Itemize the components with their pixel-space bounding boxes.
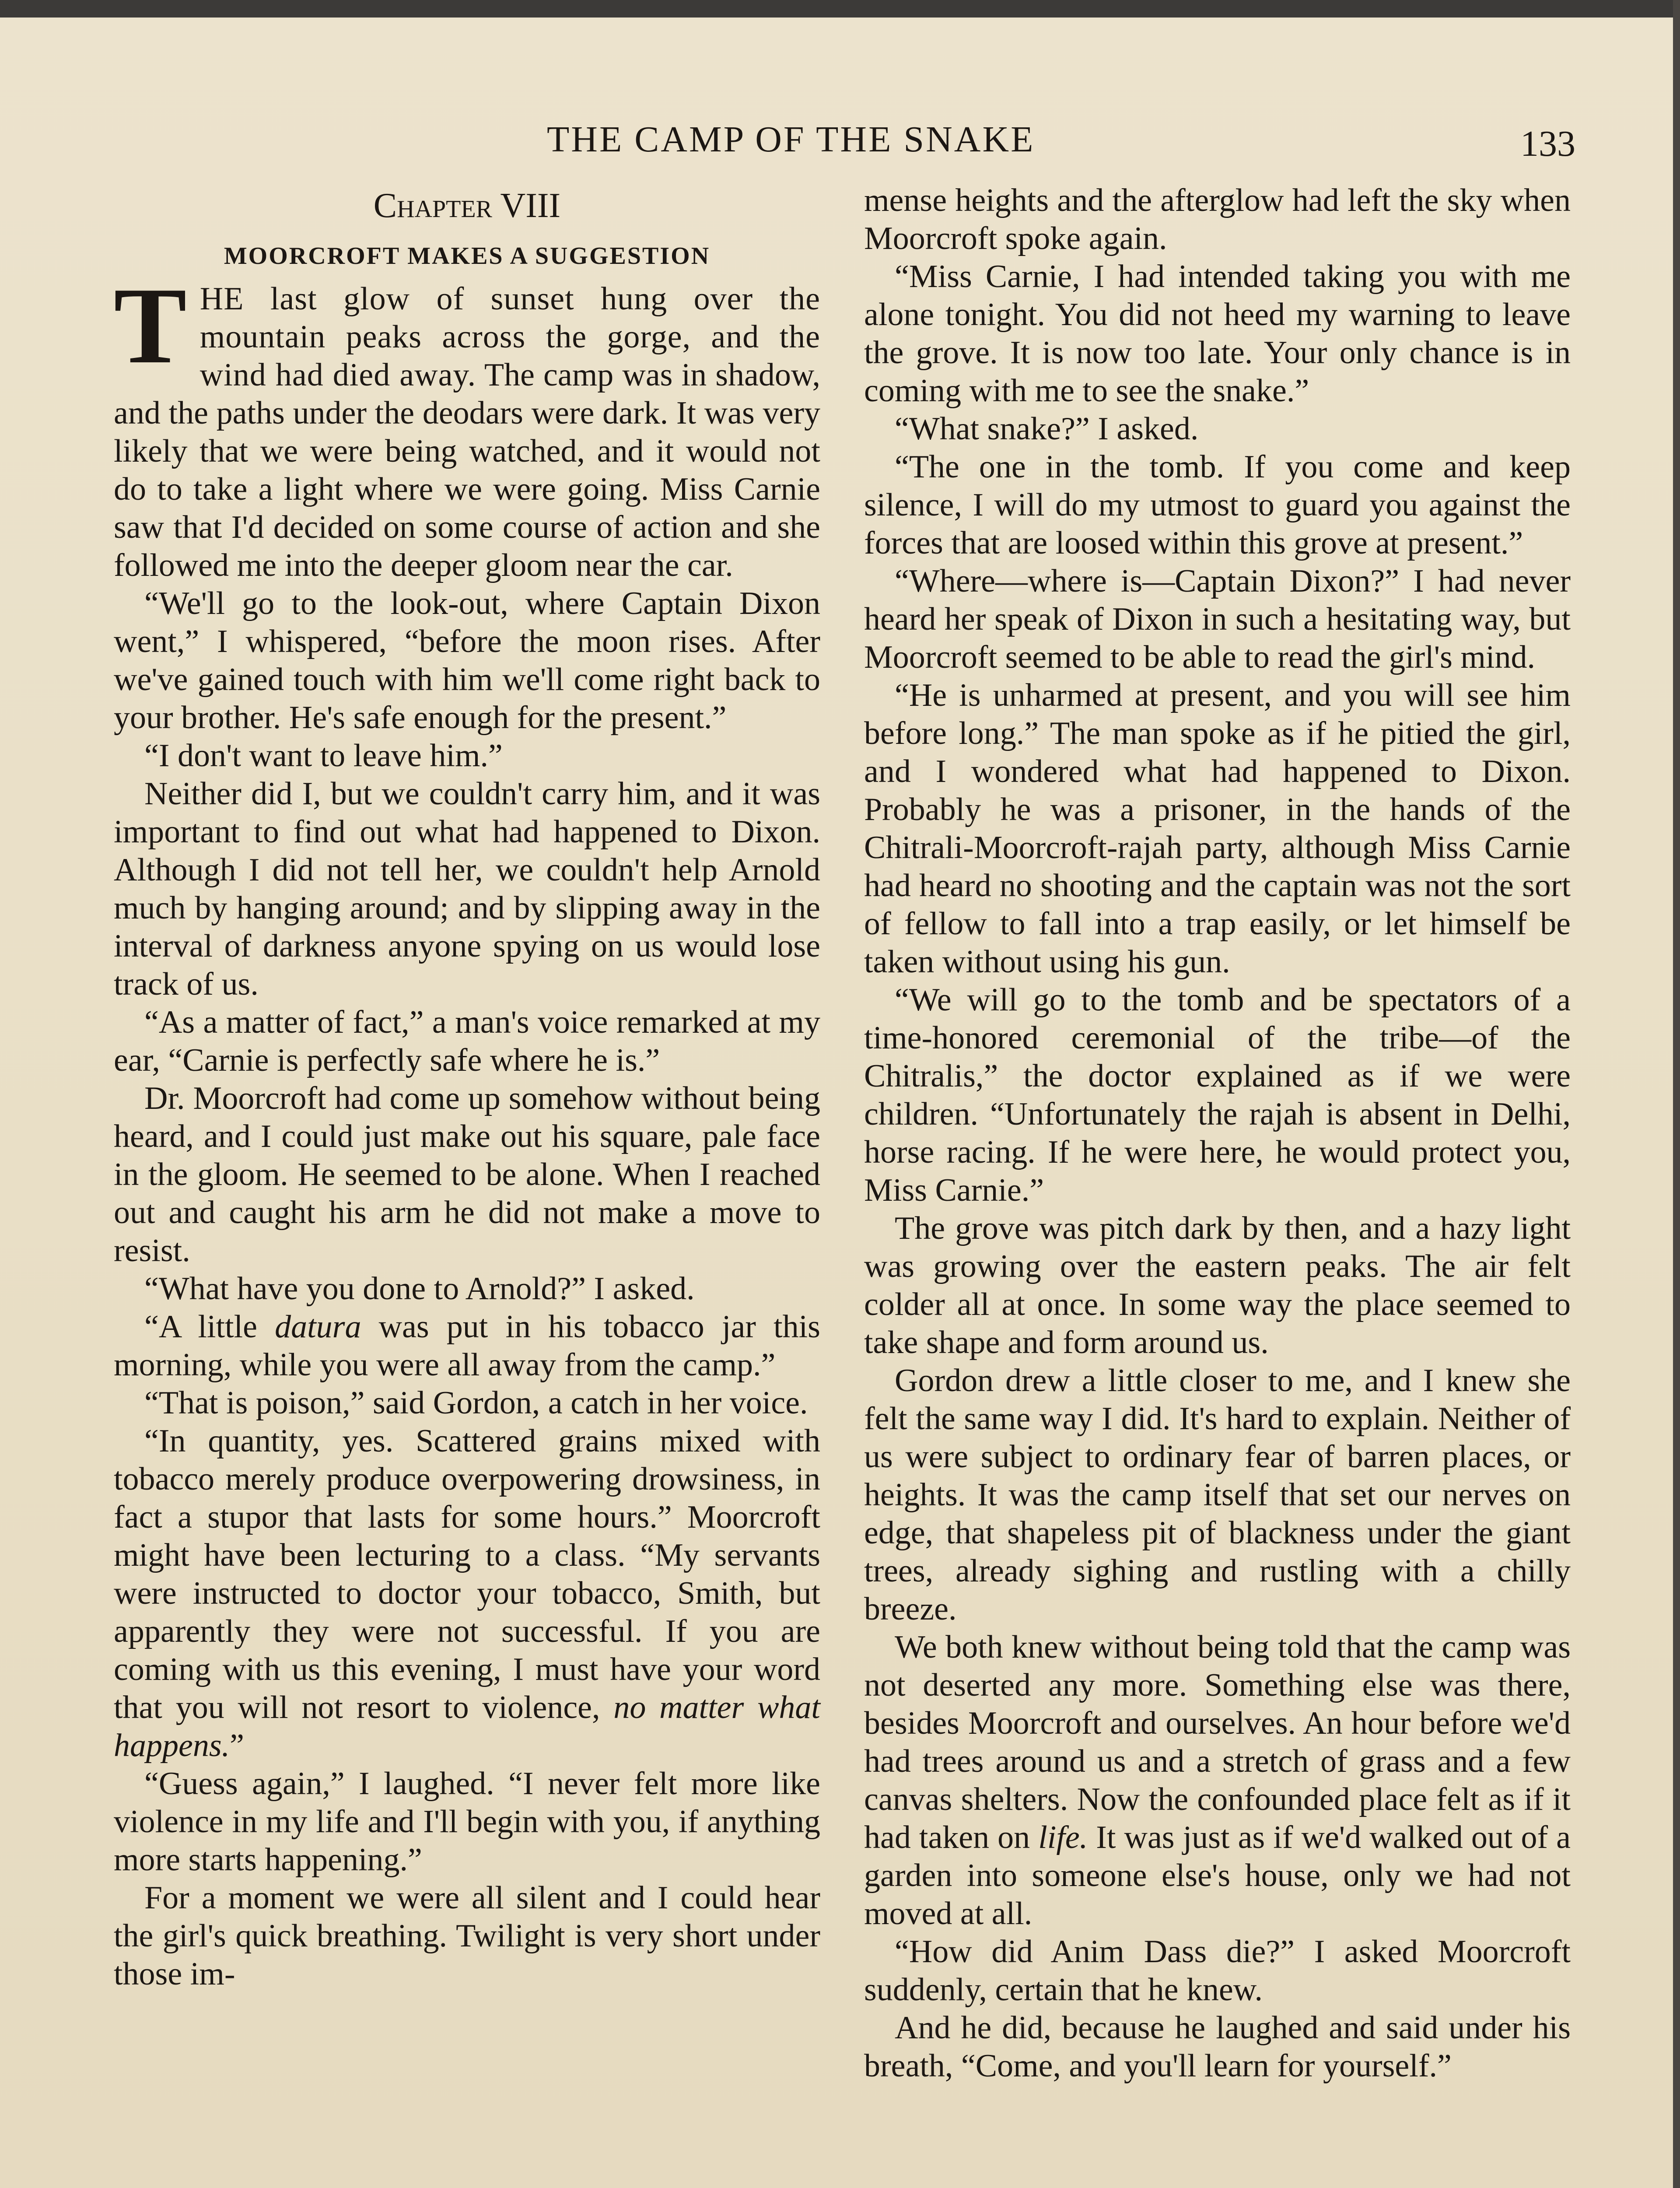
paragraph: “We'll go to the look-out, where Captain Dixon went,” I whispered, “before the moon rises. After we've gained touch with him we'll come right back to your brother. He's safe enough for the present.” bbox=[114, 586, 820, 736]
paragraph: “We will go to the tomb and be spectators of a time-honored ceremonial of the tribe—of the Chitralis,” the doctor explained as if we were children. “Unfortunately the rajah is absent in Delhi, horse racing. If he were here, he would protect you, Miss Carnie.” bbox=[864, 982, 1571, 1208]
paragraph: “Guess again,” I laughed. “I never felt more like violence in my life and I'll begin with you, if anything more starts happening.” bbox=[114, 1766, 820, 1878]
drop-cap: T bbox=[114, 265, 187, 386]
left-column bbox=[114, 184, 820, 1993]
paragraph: And he did, because he laughed and said under his breath, “Come, and you'll learn for yourself.” bbox=[864, 2010, 1571, 2084]
italic-run: no matter what happens. bbox=[114, 1690, 820, 1764]
paragraph: “What snake?” I asked. bbox=[895, 411, 1199, 447]
paragraph: “Where—where is—Captain Dixon?” I had never heard her speak of Dixon in such a hesitating way, but Moorcroft seemed to be able to read the girl's mind. bbox=[864, 563, 1571, 675]
paragraph: “What have you done to Arnold?” I asked. bbox=[144, 1271, 695, 1307]
paragraph bbox=[114, 1422, 820, 1765]
paragraph: “As a matter of fact,” a man's voice remarked at my ear, “Carnie is perfectly safe where he is.” bbox=[114, 1004, 820, 1078]
right-column bbox=[864, 182, 1571, 2085]
paragraph: The grove was pitch dark by then, and a hazy light was growing over the eastern peaks. The air felt colder all at once. In some way the place seemed to take shape and form around us. bbox=[864, 1210, 1571, 1360]
paragraph: “That is poison,” said Gordon, a catch in her voice. bbox=[144, 1385, 808, 1421]
text-run: “A little bbox=[144, 1309, 275, 1345]
italic-run: life. bbox=[1038, 1820, 1088, 1855]
paragraph: “How did Anim Dass die?” I asked Moorcroft suddenly, certain that he knew. bbox=[864, 1934, 1571, 2008]
paragraph: “I don't want to leave him.” bbox=[144, 738, 503, 774]
chapter-heading: Chapter VIII bbox=[373, 186, 561, 225]
paragraph bbox=[864, 1628, 1571, 1933]
italic-run: datura bbox=[275, 1309, 361, 1345]
paragraph: “The one in the tomb. If you come and keep silence, I will do my utmost to guard you against the forces that are loosed within this grove at present.” bbox=[864, 449, 1571, 561]
paragraph: Neither did I, but we couldn't carry him, and it was important to find out what had happened to Dixon. Although I did not tell her, we couldn't help Arnold much by hanging around; and by slipping away in the interval of darkness anyone spying on us would lose track of us. bbox=[114, 776, 820, 1002]
text-run: ” bbox=[230, 1728, 245, 1764]
opening-rest: The camp was in shadow, and the paths under the deodars were dark. It was very likely that we were being watched, and it would not do to take a light where we were going. Miss Carnie saw that I'd decided on some course of action and she followed me into the deeper gloom near the car. bbox=[114, 357, 820, 583]
running-head: THE CAMP OF THE SNAKE bbox=[547, 119, 1035, 160]
paragraph: Dr. Moorcroft had come up somehow without being heard, and I could just make out his square, pale face in the gloom. He seemed to be alone. When I reached out and caught his arm he did not make a move to resist. bbox=[114, 1080, 820, 1269]
paragraph: Gordon drew a little closer to me, and I knew she felt the same way I did. It's hard to explain. Neither of us were subject to ordinary fear of barren places, or heights. It was the camp itself that set our nerves on edge, that shapeless pit of blackness under the giant trees, already sighing and rustling with a chilly breeze. bbox=[864, 1363, 1571, 1627]
opening-lead: HE last glow of sunset hung over the mountain peaks across the gorge, and the wind had died away. bbox=[200, 281, 820, 393]
chapter-subtitle: MOORCROFT MAKES A SUGGESTION bbox=[224, 242, 710, 270]
text-run: was put in his tobacco jar this morning, while you were all away from the camp.” bbox=[114, 1309, 820, 1383]
opening-paragraph bbox=[114, 265, 820, 585]
paragraph: “He is unharmed at present, and you will see him before long.” The man spoke as if he pitied the girl, and I wondered what had happened to Dixon. Probably he was a prisoner, in the hands of the Chitrali-Moorcroft-rajah party, although Miss Carnie had heard no shooting and the captain was not the sort of fellow to fall into a trap easily, or let himself be taken without using his gun. bbox=[864, 677, 1571, 980]
paragraph: “Miss Carnie, I had intended taking you with me alone tonight. You did not heed my warning to leave the grove. It is now too late. Your only chance is in coming with me to see the snake.” bbox=[864, 259, 1571, 409]
paragraph: mense heights and the afterglow had left the sky when Moorcroft spoke again. bbox=[864, 182, 1571, 256]
paragraph: For a moment we were all silent and I could hear the girl's quick breathing. Twilight is very short under those im- bbox=[114, 1880, 820, 1992]
page-edge bbox=[1673, 0, 1680, 2188]
text-run: It was just as if we'd walked out of a garden into someone else's house, only we had not moved at all. bbox=[864, 1820, 1571, 1932]
text-run: “In quantity, yes. Scattered grains mixed with tobacco merely produce overpowering drowsiness, in fact a stupor that lasts for some hours.” Moorcroft might have been lecturing to a class. “My servants were instructed to doctor your tobacco, Smith, but apparently they were not successful. If you are coming with us this evening, I must have your word that you will not resort to violence, bbox=[114, 1423, 820, 1725]
paragraph bbox=[114, 1308, 820, 1384]
text-run: We both knew without being told that the camp was not deserted any more. Something else was there, besides Moorcroft and ourselves. An hour before we'd had trees around us and a stretch of grass and a few canvas shelters. Now the confounded place felt as if it had taken on bbox=[864, 1629, 1571, 1855]
page-number: 133 bbox=[1520, 123, 1575, 164]
